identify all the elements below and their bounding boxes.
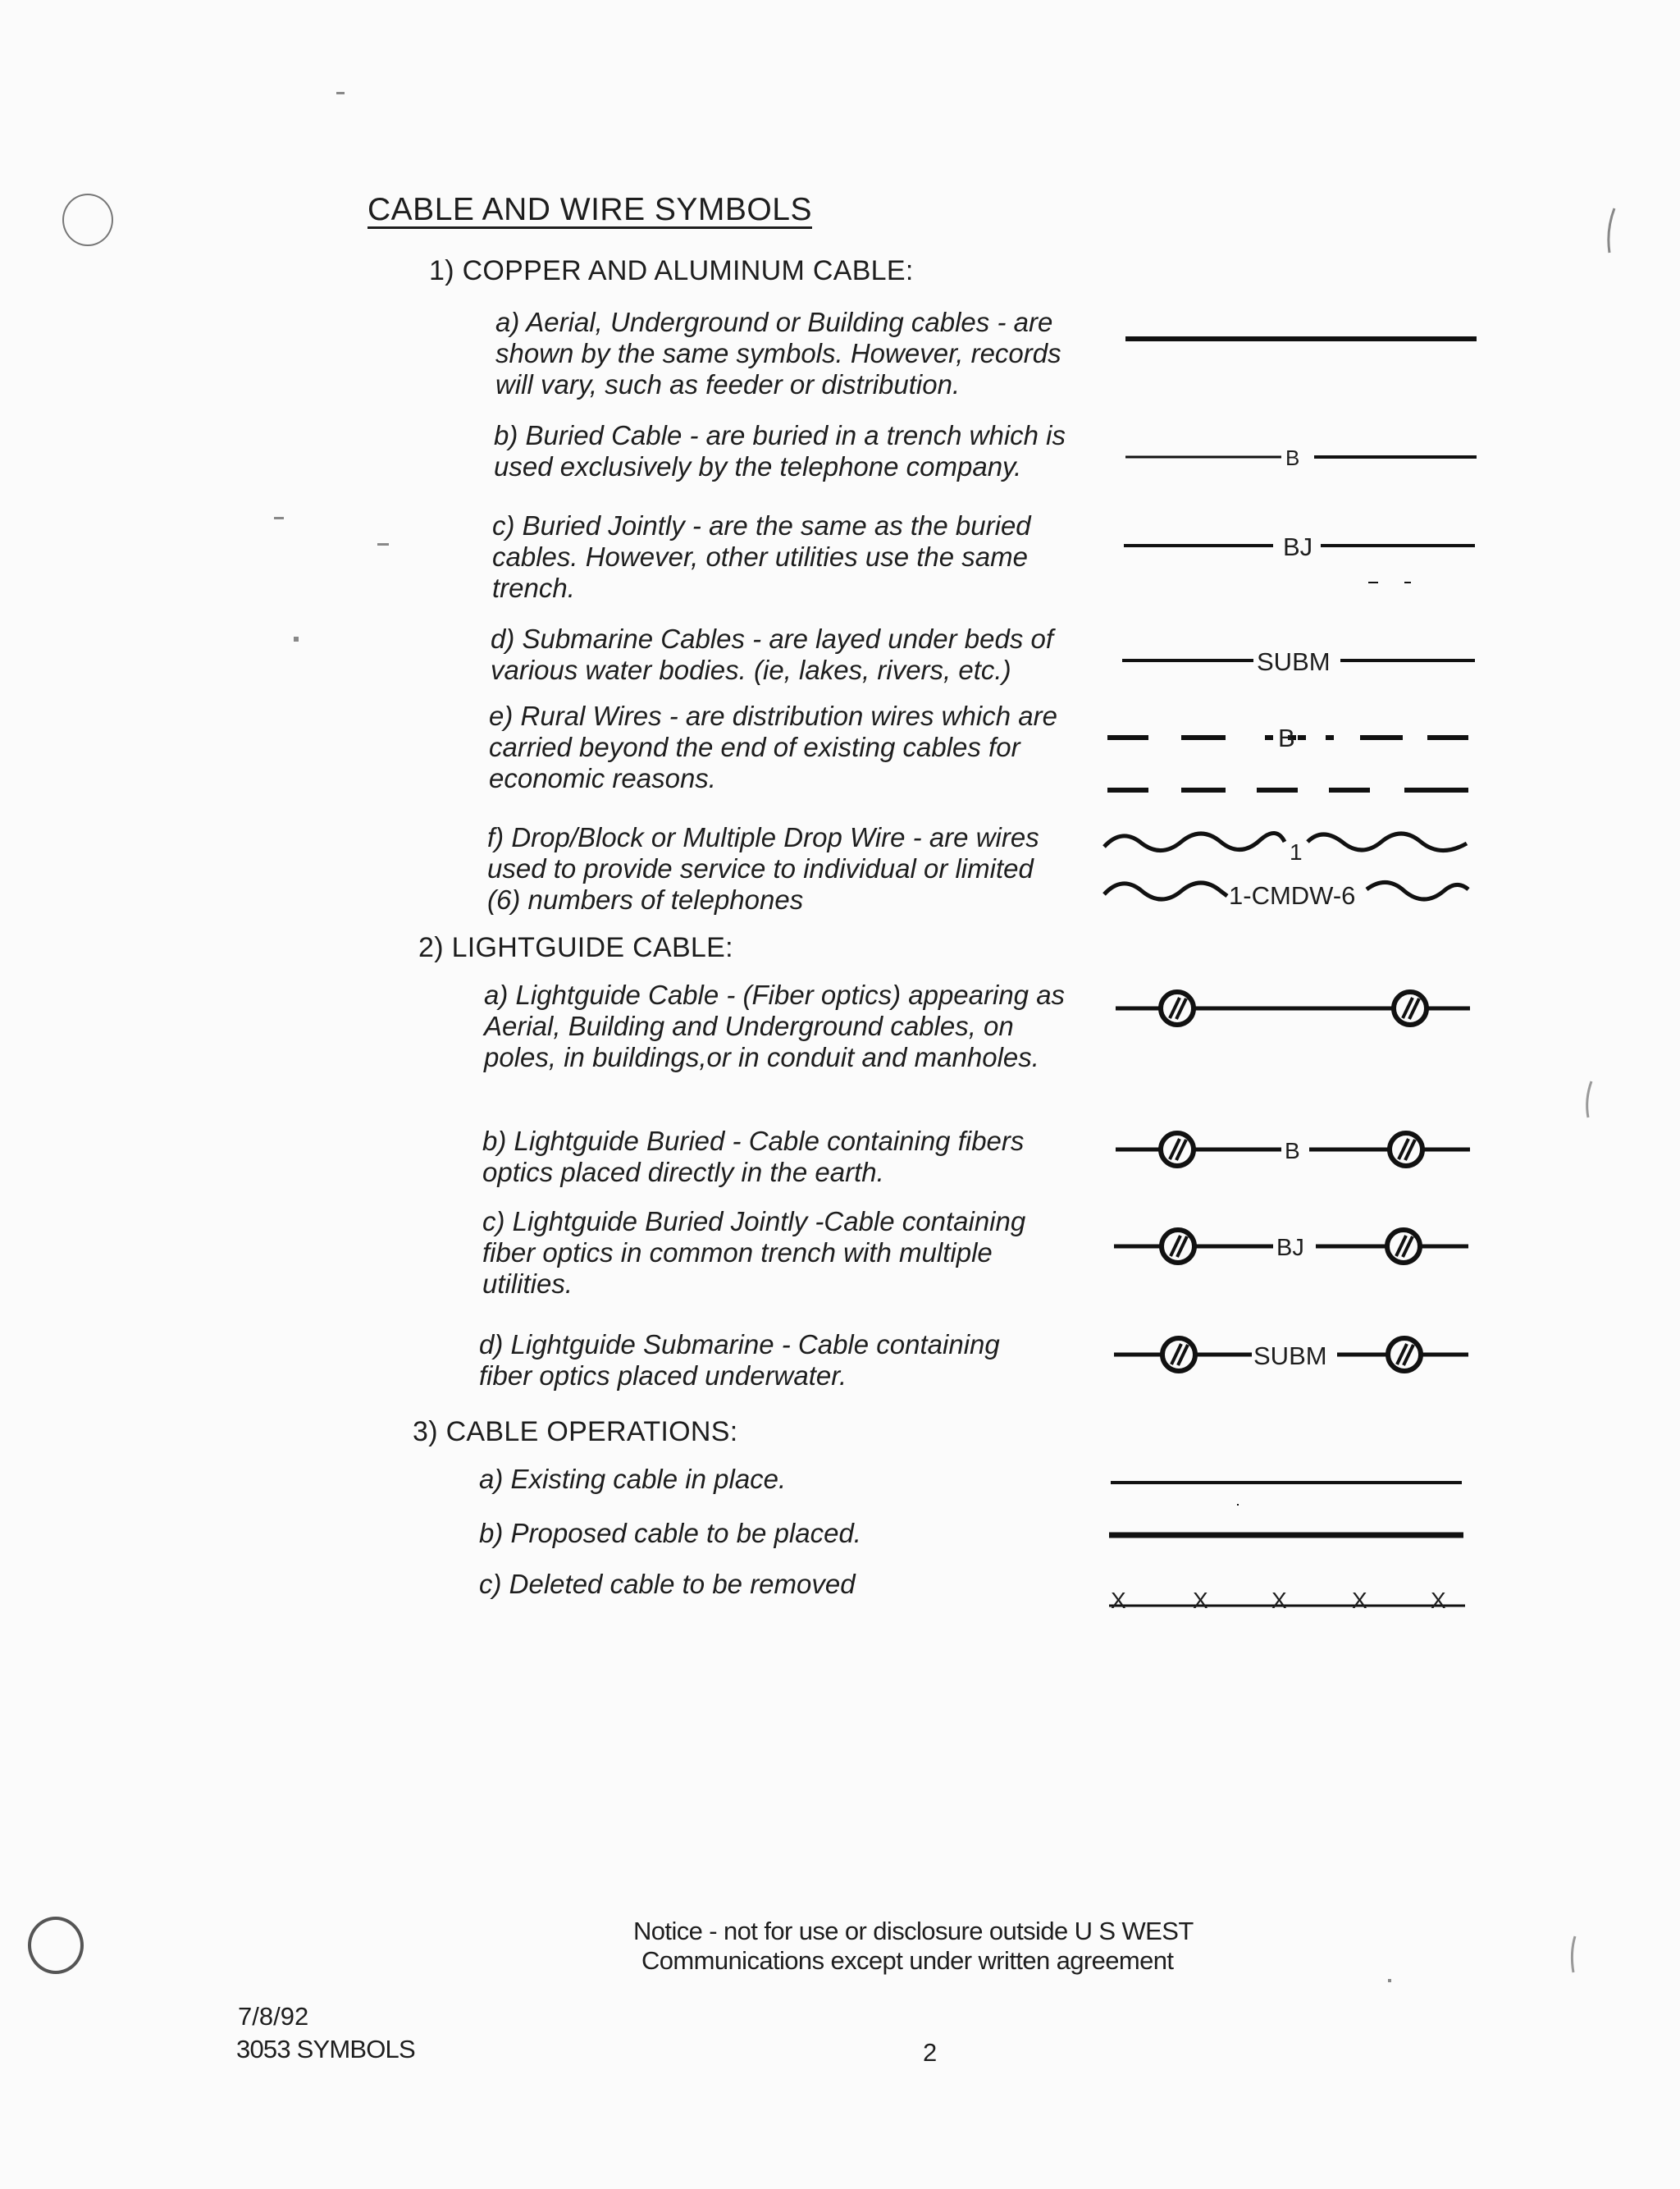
label-rural-group [1265, 724, 1306, 752]
doc-date: 7/8/92 [238, 2002, 309, 2031]
item-drop-wire: f) Drop/Block or Multiple Drop Wire - are wires used to provide service to individual or limited (6) numbers of telephones [487, 822, 1039, 915]
x-mark: X [1271, 1588, 1287, 1613]
x-mark: X [1431, 1588, 1446, 1613]
item-proposed-cable: b) Proposed cable to be placed. [479, 1518, 861, 1548]
label-buried-jointly: BJ [1283, 532, 1313, 561]
item-buried: b) Buried Cable - are buried in a trench which is used exclusively by the telephone company. [494, 420, 1066, 482]
item-rural-wires: e) Rural Wires - are distribution wires which are carried beyond the end of existing cables for economic reasons. [489, 701, 1057, 793]
item-lightguide-cable: a) Lightguide Cable - (Fiber optics) appearing as Aerial, Building and Underground cables, on poles, in buildings,or in conduit and manholes. [484, 980, 1066, 1072]
x-mark: X [1352, 1588, 1367, 1613]
section-heading-copper: 1) COPPER AND ALUMINUM CABLE: [429, 255, 914, 286]
label-rural: B [1278, 724, 1295, 752]
fiber-optic-icon [1394, 992, 1427, 1025]
deleted-x-marks [1111, 1588, 1446, 1613]
item-aerial: a) Aerial, Underground or Building cables - are shown by the same symbols. However, records will vary, such as feeder or distribution. [495, 307, 1061, 400]
section-heading-operations: 3) CABLE OPERATIONS: [413, 1416, 738, 1447]
fiber-optic-icon [1162, 1338, 1195, 1371]
scan-edge-mark [1587, 1081, 1591, 1117]
x-mark: X [1111, 1588, 1126, 1613]
label-drop-count: 1 [1290, 839, 1303, 865]
section-heading-lightguide: 2) LIGHTGUIDE CABLE: [418, 932, 733, 963]
fiber-optic-icon [1387, 1230, 1420, 1263]
page-number: 2 [923, 2038, 938, 2067]
fiber-optic-icon [1161, 1133, 1194, 1166]
fiber-optic-icon [1388, 1338, 1421, 1371]
label-multiple-drop: 1-CMDW-6 [1229, 881, 1356, 910]
item-buried-jointly: c) Buried Jointly - are the same as the buried cables. However, other utilities use the same trench. [492, 510, 1031, 603]
label-buried: B [1285, 446, 1300, 470]
label-lightguide-buried-jointly: BJ [1276, 1235, 1304, 1261]
doc-id: 3053 SYMBOLS [236, 2035, 415, 2063]
fiber-optic-icon [1390, 1133, 1422, 1166]
label-lightguide-buried: B [1285, 1138, 1300, 1163]
fiber-optic-icon [1162, 1230, 1194, 1263]
fiber-optic-icon [1161, 992, 1194, 1025]
item-submarine: d) Submarine Cables - are layed under beds of various water bodies. (ie, lakes, rivers, etc.) [491, 624, 1054, 685]
page-title: CABLE AND WIRE SYMBOLS [368, 192, 812, 227]
label-lightguide-submarine: SUBM [1253, 1341, 1327, 1370]
item-lightguide-submarine: d) Lightguide Submarine - Cable containing fiber optics placed underwater. [479, 1329, 1000, 1391]
item-lightguide-buried-jointly: c) Lightguide Buried Jointly -Cable containing fiber optics in common trench with multiple utilities. [482, 1206, 1026, 1299]
item-existing-cable: a) Existing cable in place. [479, 1464, 787, 1494]
x-mark: X [1193, 1588, 1208, 1613]
notice-line-1: Notice - not for use or disclosure outside U S WEST [633, 1917, 1194, 1945]
scan-edge-mark [1609, 208, 1614, 253]
item-deleted-cable: c) Deleted cable to be removed [479, 1569, 856, 1599]
scan-edge-mark [1572, 1936, 1575, 1972]
item-lightguide-buried: b) Lightguide Buried - Cable containing fibers optics placed directly in the earth. [482, 1126, 1025, 1187]
notice-line-2: Communications except under written agreement [641, 1946, 1174, 1975]
label-submarine: SUBM [1257, 647, 1331, 676]
